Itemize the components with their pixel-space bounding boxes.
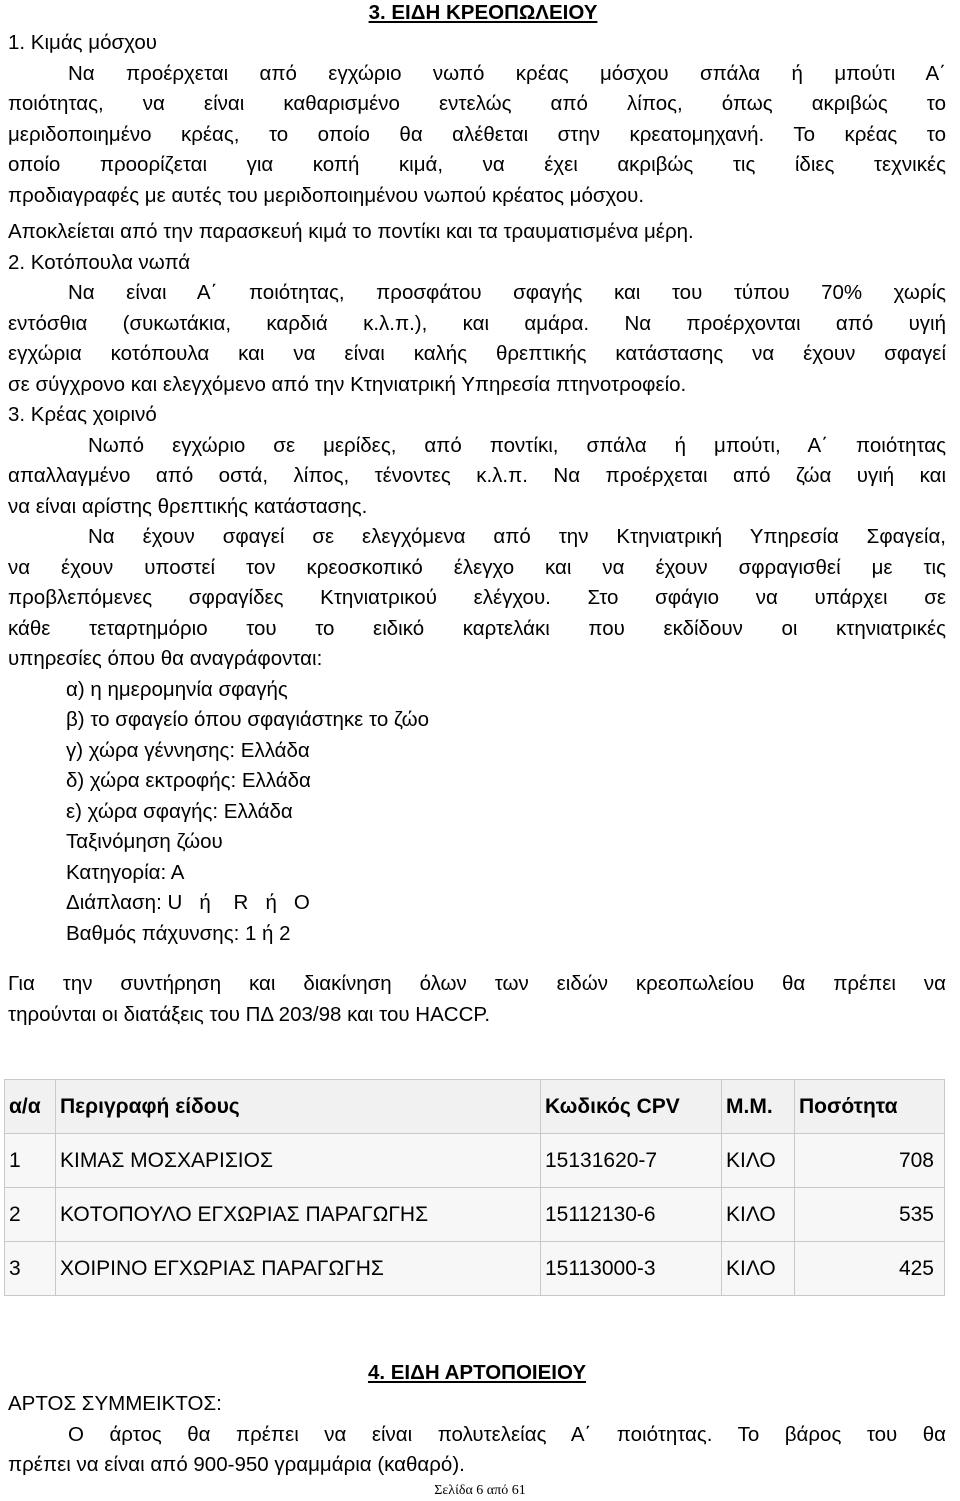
table-header-cell: Κωδικός CPV	[541, 1080, 722, 1134]
item-2-line: εγχώρια κοτόπουλα και να είναι καλής θρεπτικής κατάστασης να έχουν σφαγεί	[8, 342, 946, 365]
table-cell: ΧΟΙΡΙΝΟ ΕΓΧΩΡΙΑΣ ΠΑΡΑΓΩΓΗΣ	[56, 1242, 541, 1296]
table-cell: ΚΟΤΟΠΟΥΛΟ ΕΓΧΩΡΙΑΣ ΠΑΡΑΓΩΓΗΣ	[56, 1188, 541, 1242]
item-2-line: σε σύγχρονο και ελεγχόμενο από την Κτηνιατρική Υπηρεσία πτηνοτροφείο.	[8, 372, 687, 396]
label-list-item: ε) χώρα σφαγής: Ελλάδα	[66, 799, 293, 823]
section-4-title: 4. ΕΙΔΗ ΑΡΤΟΠΟΙΕΙΟΥ	[367, 1361, 587, 1384]
table-header-row	[5, 1080, 945, 1134]
section-3-title: 3. ΕΙΔΗ ΚΡΕΟΠΩΛΕΙΟΥ	[368, 1, 598, 24]
label-list-item: Ταξινόμηση ζώου	[66, 830, 223, 853]
item-1-line: Να προέρχεται από εγχώριο νωπό κρέας μόσχου σπάλα ή μπούτι Α΄	[68, 61, 946, 85]
table-cell: 15112130-6	[541, 1188, 722, 1242]
item-2-line: εντόσθια (συκωτάκια, καρδιά κ.λ.π.), και αμάρα. Να προέρχονται από υγιή	[8, 311, 946, 335]
item-1-heading: 1. Κιμάς μόσχου	[8, 31, 157, 54]
storage-line: Για την συντήρηση και διακίνηση όλων των ειδών κρεοπωλείου θα πρέπει να	[8, 972, 946, 995]
item-2-line: Να είναι Α΄ ποιότητας, προσφάτου σφαγής και του τύπου 70% χωρίς	[68, 281, 946, 304]
item-3-line: Νωπό εγχώριο σε μερίδες, από ποντίκι, σπάλα ή μπούτι, Α΄ ποιότητας	[88, 433, 946, 457]
label-list-item: Βαθμός πάχυνσης: 1 ή 2	[66, 921, 291, 945]
label-list-item: δ) χώρα εκτροφής: Ελλάδα	[66, 769, 311, 792]
table-cell: 708	[795, 1134, 945, 1188]
item-3-line: να είναι αρίστης θρεπτικής κατάστασης.	[8, 494, 368, 518]
table-cell: ΚΙΛΟ	[722, 1134, 795, 1188]
item-2-heading: 2. Κοτόπουλα νωπά	[8, 250, 191, 274]
label-list-item: Κατηγορία: Α	[66, 860, 185, 884]
item-3-heading: 3. Κρέας χοιρινό	[8, 403, 157, 426]
label-list-item: α) η ημερομηνία σφαγής	[66, 677, 288, 701]
table-header-cell: α/α	[5, 1080, 56, 1134]
table-cell: 2	[5, 1188, 56, 1242]
item-1-line: μεριδοποιημένο κρέας, το οποίο θα αλέθεται στην κρεατομηχανή. Το κρέας το	[8, 122, 946, 146]
item-3-line: απαλλαγμένο από οστά, λίπος, τένοντες κ.λ.π. Να προέρχεται από ζώα υγιή και	[8, 464, 946, 487]
table-cell: 535	[795, 1188, 945, 1242]
table-cell: 15113000-3	[541, 1242, 722, 1296]
storage-line: τηρούνται οι διατάξεις του ΠΔ 203/98 και του HACCP.	[8, 1002, 491, 1026]
table-cell: 425	[795, 1242, 945, 1296]
item-1-line: προδιαγραφές με αυτές του μεριδοποιημένου νωπού κρέατος μόσχου.	[8, 183, 645, 207]
table-header-cell: Περιγραφή είδους	[56, 1080, 541, 1134]
item-1-line: ποιότητας, να είναι καθαρισμένο εντελώς από λίπος, όπως ακριβώς το	[8, 92, 946, 115]
table-row	[5, 1242, 945, 1296]
label-list-item: γ) χώρα γέννησης: Ελλάδα	[66, 738, 310, 762]
items-table	[4, 1079, 945, 1296]
table-cell: ΚΙΛΟ	[722, 1188, 795, 1242]
table-row	[5, 1188, 945, 1242]
item-1-line: οποίο προορίζεται για κοπή κιμά, να έχει ακριβώς τις ίδιες τεχνικές	[8, 153, 946, 176]
section-4	[8, 1358, 946, 1480]
section-4-subheading: ΑΡΤΟΣ ΣΥΜΜΕΙΚΤΟΣ:	[8, 1392, 222, 1415]
table-row	[5, 1134, 945, 1188]
table-cell: ΚΙΛΟ	[722, 1242, 795, 1296]
item-3-para2-line: προβλεπόμενες σφραγίδες Κτηνιατρικού ελέγχου. Στο σφάγιο να υπάρχει σε	[8, 586, 946, 609]
item-3-para2-line: Να έχουν σφαγεί σε ελεγχόμενα από την Κτηνιατρική Υπηρεσία Σφαγεία,	[88, 525, 946, 548]
table-cell: ΚΙΜΑΣ ΜΟΣΧΑΡΙΣΙΟΣ	[56, 1134, 541, 1188]
table-header-cell: Ποσότητα	[795, 1080, 945, 1134]
table-cell: 15131620-7	[541, 1134, 722, 1188]
page-number-footer: Σελίδα 6 από 61	[434, 1483, 526, 1498]
label-list-item: Διάπλαση: U ή R ή O	[66, 891, 310, 914]
table-header-cell: Μ.Μ.	[722, 1080, 795, 1134]
table-cell: 3	[5, 1242, 56, 1296]
label-list-item: β) το σφαγείο όπου σφαγιάστηκε το ζώο	[66, 708, 429, 731]
table-cell: 1	[5, 1134, 56, 1188]
item-3-para2-line: κάθε τεταρτημόριο του το ειδικό καρτελάκι που εκδίδουν οι κτηνιατρικές	[8, 616, 946, 640]
item-3-para2-line: υπηρεσίες όπου θα αναγράφονται:	[8, 647, 323, 670]
document-body	[8, 0, 946, 1030]
section-4-line: πρέπει να είναι από 900-950 γραμμάρια (καθαρό).	[8, 1453, 465, 1476]
section-4-line: Ο άρτος θα πρέπει να είναι πολυτελείας Α΄ ποιότητας. Το βάρος του θα	[68, 1422, 946, 1446]
item-1-exclusion: Αποκλείεται από την παρασκευή κιμά το ποντίκι και τα τραυματισμένα μέρη.	[8, 220, 694, 243]
item-3-para2-line: να έχουν υποστεί τον κρεοσκοπικό έλεγχο και να έχουν σφραγισθεί με τις	[8, 555, 946, 579]
